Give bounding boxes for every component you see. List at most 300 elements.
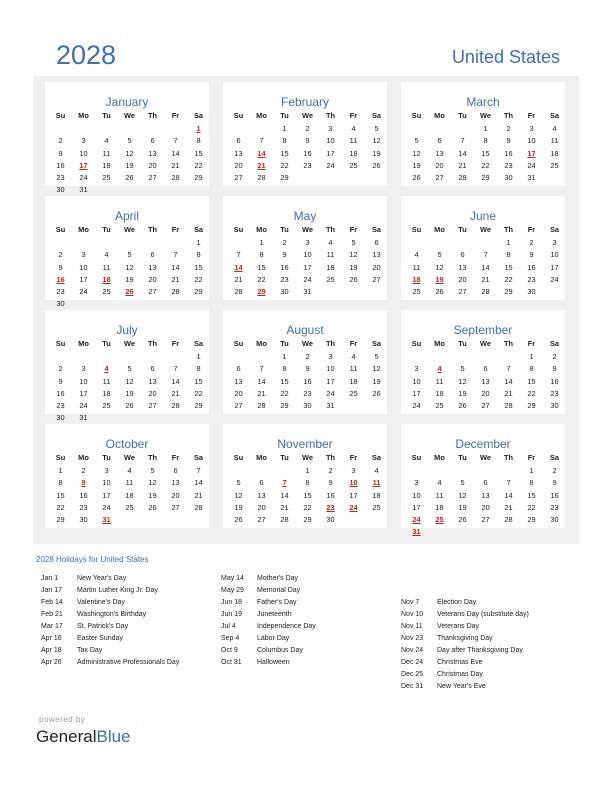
weekday-header: Su [233,339,244,348]
generalblue-logo[interactable] [36,727,131,747]
calendar-day: 8 [529,364,534,374]
calendar-day: 24 [326,160,335,170]
calendar-day: 9 [305,136,310,146]
calendar-day: 6 [483,478,488,488]
calendar-day: 9 [305,364,310,374]
weekday-header: Th [503,339,514,348]
weekday-header: Tu [280,453,289,462]
month-august [223,310,387,414]
calendar-day: 6 [437,136,442,146]
calendar-day: 26 [349,274,358,284]
weekday-header: Th [325,339,336,348]
calendar-day: 27 [234,173,243,182]
month-title: September [453,323,513,337]
weekday-header: Tu [458,453,467,462]
calendar-day: 15 [527,490,536,500]
weekday-header: We [124,111,135,120]
calendar-day: 9 [282,250,287,260]
holiday-date: Nov 7 [401,599,420,606]
weekday-header: Sa [549,339,560,348]
holiday-name: Tax Day [77,647,103,654]
calendar-day: 13 [372,250,381,260]
calendar-day: 22 [194,160,203,170]
calendar-day: 8 [58,478,63,488]
calendar-day: 17 [102,490,111,500]
calendar-day: 30 [56,299,65,309]
month-june [401,196,565,300]
calendar-day: 1 [196,238,201,248]
calendar-day: 18 [326,262,335,272]
calendar-day: 4 [374,466,379,476]
holiday-day: 14 [257,148,266,158]
calendar-day: 21 [280,502,289,512]
calendar-day: 24 [303,274,312,284]
holiday-date: Feb 21 [41,611,63,618]
holiday-date: Apr 18 [41,647,62,654]
calendar-day: 8 [506,250,511,260]
calendar-day: 8 [483,136,488,146]
calendar-day: 3 [104,466,109,476]
calendar-day: 20 [435,160,444,170]
calendar-day: 20 [257,502,266,512]
month-october [45,424,209,528]
calendar-day: 15 [280,148,289,158]
calendar-day: 1 [259,238,264,248]
holiday-day: 31 [412,527,421,537]
calendar-day: 20 [481,502,490,512]
holiday-date: Nov 24 [401,647,424,654]
holiday-name: Washington's Birthday [77,611,147,618]
calendar-day: 14 [194,478,203,488]
calendar-day: 10 [79,148,88,158]
weekday-header: Sa [193,339,204,348]
calendar-day: 23 [56,401,65,410]
calendar-day: 9 [552,478,557,488]
calendar-day: 20 [234,388,243,398]
weekday-header: We [302,339,313,348]
calendar-day: 13 [435,148,444,158]
calendar-day: 18 [125,490,134,500]
calendar-day: 9 [552,364,557,374]
calendar-day: 4 [351,124,356,134]
calendar-day: 26 [234,515,243,524]
calendar-day: 9 [529,250,534,260]
calendar-day: 22 [280,160,289,170]
calendar-day: 21 [504,388,513,398]
calendar-day: 25 [349,160,358,170]
calendar-day: 25 [412,287,421,296]
calendar-day: 17 [412,502,421,512]
calendar-day: 13 [257,490,266,500]
weekday-header: Tu [280,111,289,120]
holiday-date: Jun 19 [221,611,243,618]
calendar-day: 2 [81,466,86,476]
weekday-header: Fr [527,453,536,462]
calendar-day: 28 [171,287,180,296]
calendar-day: 29 [527,401,536,410]
calendar-day: 16 [326,490,335,500]
calendar-day: 10 [102,478,111,488]
calendar-day: 20 [372,262,381,272]
calendar-day: 3 [328,124,333,134]
calendar-day: 7 [483,250,488,260]
calendar-day: 12 [458,490,467,500]
calendar-day: 9 [58,148,63,158]
calendar-day: 5 [127,250,132,260]
calendar-day: 25 [372,502,381,512]
calendar-day: 14 [171,148,180,158]
holiday-day: 18 [412,274,421,284]
calendar-day: 1 [529,352,534,362]
calendar-day: 5 [374,352,379,362]
calendar-day: 3 [529,124,534,134]
weekday-header: Th [325,111,336,120]
calendar-day: 10 [550,250,559,260]
calendar-day: 14 [171,262,180,272]
calendar-day: 8 [196,364,201,374]
calendar-day: 7 [236,250,241,260]
calendar-day: 10 [326,364,335,374]
weekday-header: Fr [527,225,536,234]
month-title: October [105,437,149,451]
calendar-day: 1 [58,466,63,476]
holiday-name: Columbus Day [257,647,303,654]
weekday-header: Fr [171,453,180,462]
calendar-day: 23 [550,502,559,512]
holiday-day: 19 [435,274,444,284]
calendar-day: 17 [550,262,559,272]
month-april [45,196,209,309]
calendar-day: 11 [125,478,134,488]
calendar-day: 27 [481,515,490,524]
calendar-day: 16 [79,490,88,500]
calendar-day: 9 [506,136,511,146]
weekday-header: Sa [193,111,204,120]
calendar-day: 5 [437,250,442,260]
weekday-header: Fr [527,339,536,348]
calendar-day: 6 [173,466,178,476]
calendar-day: 26 [372,160,381,170]
holiday-name: Mother's Day [257,575,299,582]
calendar-day: 27 [148,173,157,182]
calendar-day: 13 [171,478,180,488]
holiday-name: New Year's Day [77,575,127,582]
calendar-day: 3 [81,136,86,146]
holiday-day: 24 [412,515,421,524]
calendar-day: 27 [148,287,157,296]
calendar-day: 23 [303,388,312,398]
weekday-header: We [480,453,491,462]
calendar-day: 6 [460,250,465,260]
month-title: February [280,95,330,109]
weekday-header: Mo [78,225,89,234]
calendar-day: 6 [150,250,155,260]
holiday-name: Veterans Day (substitute day) [437,611,529,618]
calendar-day: 25 [435,401,444,410]
holiday-name: Administrative Professionals Day [77,659,180,666]
month-title: December [455,437,511,451]
calendar-day: 30 [79,515,88,524]
calendar-day: 4 [437,478,442,488]
calendar-day: 21 [171,274,180,284]
calendar-day: 23 [280,274,289,284]
month-november [223,424,387,528]
calendar-day: 16 [303,376,312,386]
calendar-day: 16 [56,388,65,398]
calendar-day: 7 [506,478,511,488]
holiday-date: Jul 4 [221,623,236,630]
calendar-day: 29 [194,287,203,296]
calendar-day: 17 [79,274,88,284]
calendar-day: 16 [56,160,65,170]
weekday-header: Sa [371,225,382,234]
calendar-day: 12 [412,148,421,158]
month-september [401,310,565,414]
holiday-day: 25 [435,515,444,524]
calendar-day: 26 [125,173,134,182]
calendar-day: 13 [234,376,243,386]
calendar-day: 28 [481,287,490,296]
holiday-name: New Year's Eve [437,683,486,690]
calendar-day: 9 [58,376,63,386]
calendar-day: 10 [79,376,88,386]
weekday-header: We [302,453,313,462]
calendar-day: 20 [171,490,180,500]
calendar-day: 21 [234,274,243,284]
calendar-day: 24 [102,502,111,512]
country-title: United States [451,47,560,67]
weekday-header: Su [411,225,422,234]
calendar-day: 3 [414,364,419,374]
calendar-day: 16 [504,148,513,158]
weekday-header: Mo [434,453,445,462]
holiday-name: Memorial Day [257,587,301,594]
calendar-day: 30 [56,185,65,195]
calendar-day: 26 [148,502,157,512]
weekday-header: Fr [349,453,358,462]
holiday-day: 17 [527,148,536,158]
calendar-day: 11 [102,262,111,272]
calendar-day: 5 [150,466,155,476]
calendar-day: 2 [506,124,511,134]
weekday-header: Th [147,111,158,120]
weekday-header: Mo [434,225,445,234]
holiday-date: Oct 31 [221,659,242,666]
calendar-day: 30 [550,515,559,524]
calendar-day: 3 [81,250,86,260]
calendar-day: 27 [458,287,467,296]
calendar-day: 20 [481,388,490,398]
holiday-date: Oct 9 [221,647,238,654]
calendar-day: 22 [481,160,490,170]
holiday-day: 4 [437,364,442,374]
calendar-day: 22 [504,274,513,284]
calendar-day: 23 [527,274,536,284]
calendar-day: 26 [125,401,134,410]
weekday-header: Mo [256,111,267,120]
calendar-day: 24 [550,274,559,284]
calendar-day: 11 [102,376,111,386]
calendar-day: 28 [280,515,289,524]
weekday-header: Th [503,453,514,462]
calendar-day: 20 [148,388,157,398]
holiday-day: 23 [326,502,335,512]
weekday-header: Sa [371,339,382,348]
calendar-day: 18 [435,502,444,512]
calendar-day: 15 [527,376,536,386]
weekday-header: We [124,225,135,234]
weekday-header: Fr [349,225,358,234]
calendar-day: 5 [460,364,465,374]
calendar-day: 15 [504,262,513,272]
calendar-day: 6 [259,478,264,488]
month-title: August [286,323,324,337]
calendar-day: 5 [236,478,241,488]
holiday-date: Jun 18 [221,599,243,606]
calendar-day: 5 [127,364,132,374]
weekday-header: Su [233,225,244,234]
calendar-day: 27 [234,401,243,410]
weekday-header: Tu [102,225,111,234]
calendar-day: 19 [349,262,358,272]
calendar-day: 28 [171,401,180,410]
weekday-header: Mo [78,453,89,462]
calendar-day: 21 [481,274,490,284]
calendar-day: 5 [351,238,356,248]
holiday-name: Easter Sunday [77,635,123,642]
month-title: June [469,209,497,223]
holiday-name: Day after Thanksgiving Day [437,647,523,654]
month-january [45,82,209,195]
weekday-header: Sa [193,225,204,234]
calendar-day: 8 [196,136,201,146]
holiday-date: Jan 1 [41,575,59,582]
weekday-header: Tu [102,111,111,120]
calendar-day: 23 [56,287,65,296]
weekday-header: Mo [78,111,89,120]
calendar-day: 26 [435,287,444,296]
calendar-day: 29 [504,287,513,296]
calendar-day: 18 [349,148,358,158]
calendar-day: 26 [412,173,421,182]
calendar-day: 31 [79,185,88,195]
calendar-day: 30 [303,401,312,410]
calendar-day: 3 [351,466,356,476]
month-may [223,196,387,300]
calendar-day: 10 [303,250,312,260]
calendar-day: 27 [171,502,180,512]
month-title: July [116,323,138,337]
calendar-day: 1 [305,466,310,476]
calendar-day: 17 [412,388,421,398]
weekday-header: Su [55,225,66,234]
calendar-day: 15 [194,148,203,158]
calendar-day: 15 [303,490,312,500]
calendar-day: 19 [125,274,134,284]
calendar-day: 29 [194,401,203,410]
calendar-day: 7 [173,250,178,260]
calendar-day: 10 [412,376,421,386]
calendar-day: 9 [328,478,333,488]
calendar-day: 4 [328,238,333,248]
weekday-header: Fr [171,111,180,120]
weekday-header: Su [411,111,422,120]
calendar-day: 29 [194,173,203,182]
calendar-day: 21 [171,160,180,170]
calendar-day: 12 [125,262,134,272]
calendar-day: 1 [282,124,287,134]
calendar-day: 22 [194,274,203,284]
calendar-day: 3 [414,478,419,488]
calendar-day: 17 [303,262,312,272]
weekday-header: Sa [549,453,560,462]
calendar-day: 8 [282,364,287,374]
weekday-header: Fr [171,339,180,348]
weekday-header: Tu [280,339,289,348]
calendar-day: 1 [506,238,511,248]
calendar-day: 12 [125,376,134,386]
calendar-day: 21 [504,502,513,512]
calendar-day: 29 [280,401,289,410]
calendar-day: 4 [552,124,557,134]
calendar-day: 15 [194,262,203,272]
calendar-day: 22 [56,502,65,512]
year-title: 2028 [56,40,117,70]
calendar-day: 14 [257,376,266,386]
calendar-day: 19 [458,388,467,398]
holiday-day: 10 [349,478,358,488]
holiday-day: 21 [257,160,266,170]
calendar-day: 28 [234,287,243,296]
calendar-day: 26 [372,388,381,398]
calendar-day: 10 [326,136,335,146]
calendar-day: 2 [58,364,63,374]
calendar-day: 28 [194,502,203,512]
calendar-day: 11 [349,364,358,374]
calendar-day: 7 [506,364,511,374]
calendar-day: 29 [56,515,65,524]
calendar-day: 28 [171,173,180,182]
calendar-day: 7 [259,136,264,146]
month-title: May [293,209,317,223]
brand-blue: Blue [96,727,131,746]
calendar-day: 8 [259,250,264,260]
calendar-day: 21 [458,160,467,170]
calendar-day: 8 [529,478,534,488]
holiday-day: 1 [196,124,201,134]
calendar-day: 20 [148,160,157,170]
holiday-day: 7 [282,478,287,488]
calendar-day: 8 [305,478,310,488]
holiday-name: Labor Day [257,635,290,642]
calendar-day: 16 [280,262,289,272]
calendar-day: 4 [104,136,109,146]
calendar-day: 4 [414,250,419,260]
calendar-day: 2 [552,352,557,362]
calendar-day: 27 [148,401,157,410]
calendar-day: 2 [328,466,333,476]
calendar-day: 3 [81,364,86,374]
weekday-header: Fr [171,225,180,234]
month-title: April [114,209,139,223]
weekday-header: Th [325,453,336,462]
weekday-header: Mo [256,339,267,348]
calendar-day: 2 [282,238,287,248]
calendar-day: 21 [257,388,266,398]
calendar-day: 31 [79,413,88,423]
holiday-name: Thanksgiving Day [437,635,493,642]
holiday-date: Nov 23 [401,635,424,642]
